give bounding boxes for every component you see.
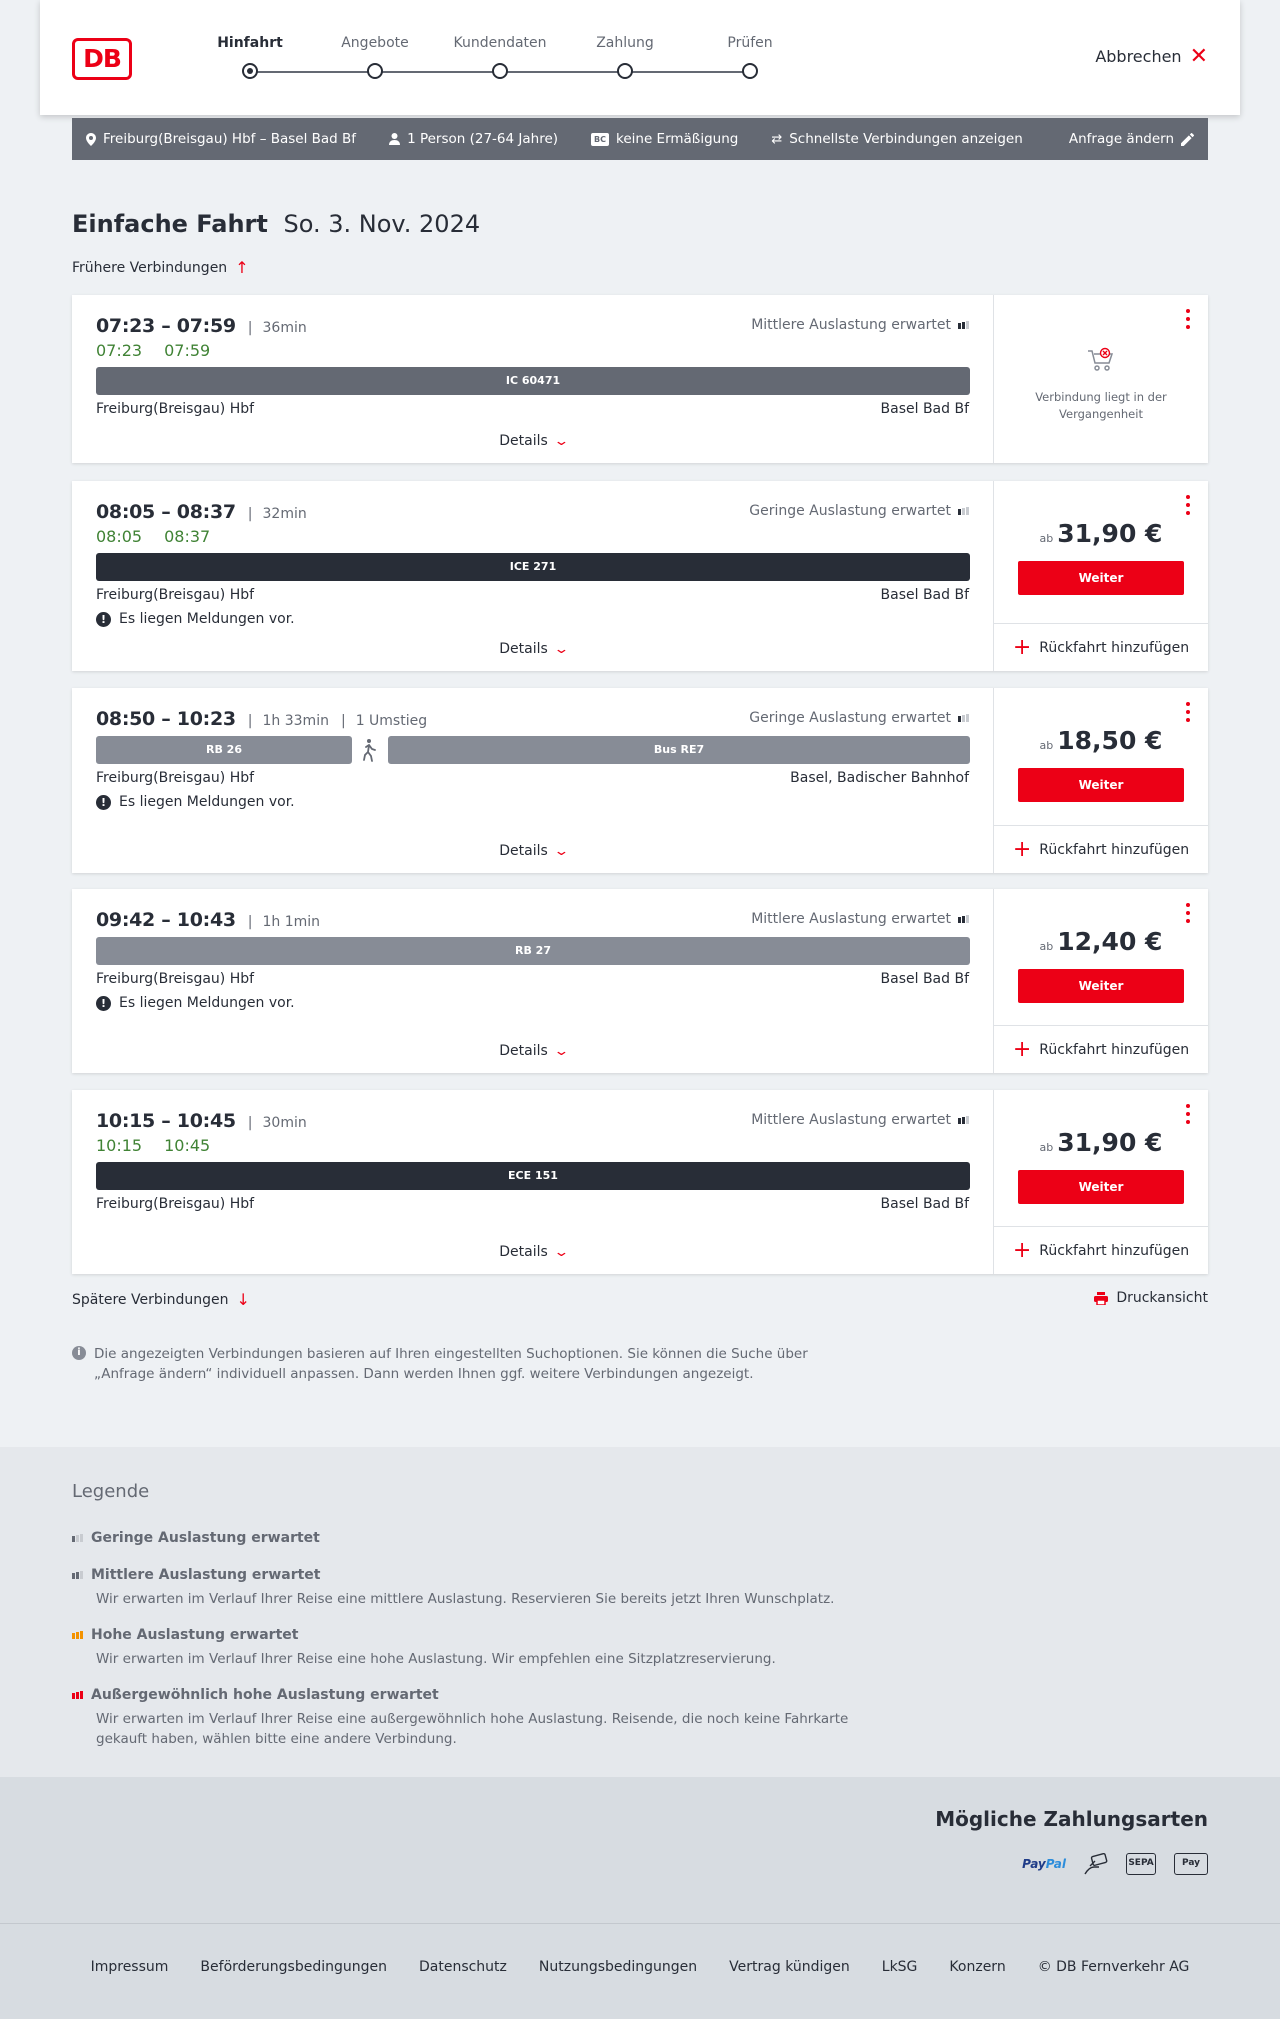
occupancy-bar (958, 509, 961, 515)
step-2 (430, 35, 570, 59)
dot (1186, 309, 1190, 313)
occupancy-icon (958, 507, 969, 515)
stations (96, 1196, 969, 1212)
price-value: 18,50 € (1057, 726, 1163, 755)
add-return-trip-button[interactable] (994, 1226, 1208, 1274)
occupancy-bar (80, 1631, 83, 1639)
price-panel (994, 481, 1208, 671)
plus-icon: + (1012, 1237, 1032, 1263)
later-connections-link[interactable] (72, 1290, 250, 1309)
separator: | (247, 1115, 253, 1131)
plus-icon: + (1012, 634, 1032, 660)
trip-type: Einfache Fahrt (72, 210, 268, 238)
duration: 1h 1min (262, 914, 321, 930)
realtime-times (96, 1136, 232, 1155)
close-icon: ✕ (1189, 43, 1208, 69)
route-text: Freiburg(Breisgau) Hbf – Basel Bad Bf (103, 131, 357, 147)
footer-link[interactable]: Nutzungsbedingungen (538, 1959, 698, 1975)
realtime-departure: 07:23 (96, 341, 143, 360)
time-range: 07:23 – 07:59 (96, 315, 236, 337)
person-icon (389, 133, 400, 145)
plus-icon: + (1012, 1036, 1032, 1062)
continue-button[interactable]: Weiter (1018, 1170, 1184, 1204)
occupancy-bar (962, 508, 965, 515)
occupancy-bar (76, 1632, 79, 1639)
details-toggle[interactable] (72, 1244, 994, 1260)
dot (1186, 911, 1190, 915)
price (994, 927, 1208, 956)
alert-icon: ! (96, 996, 111, 1011)
search-option-summary (771, 131, 1022, 147)
dot (1186, 903, 1190, 907)
header (40, 0, 1240, 115)
details-label: Details (499, 433, 548, 449)
price-panel (994, 889, 1208, 1073)
footer-link[interactable]: Beförderungsbedingungen (200, 1959, 387, 1975)
price (994, 726, 1208, 755)
price-value: 31,90 € (1057, 1128, 1163, 1157)
details-label: Details (499, 641, 548, 657)
search-info-text (72, 1344, 872, 1384)
details-label: Details (499, 843, 548, 859)
connection-card[interactable] (72, 481, 1208, 671)
occupancy-bar (966, 321, 969, 329)
alert-icon: ! (96, 612, 111, 627)
occupancy-bar (72, 1633, 75, 1639)
arrow-up-icon: ↑ (235, 258, 249, 277)
discount-summary (591, 131, 738, 147)
dot (1186, 702, 1190, 706)
occupancy-icon (72, 1631, 83, 1639)
occupancy-bar (72, 1573, 75, 1579)
step-label: Hinfahrt (217, 35, 283, 51)
occupancy-bar (80, 1571, 83, 1579)
occupancy-bar (76, 1572, 79, 1579)
continue-button[interactable]: Weiter (1018, 561, 1184, 595)
legend-item-desc: Wir erwarten im Verlauf Ihrer Reise eine außergewöhnlich hohe Auslastung. Reisende, die noch keine Fahrkarte gekauft haben, wählen bitte eine andere Verbindung. (96, 1711, 849, 1747)
add-return-label: Rückfahrt hinzufügen (1039, 841, 1190, 858)
duration: 32min (262, 506, 307, 522)
duration: 30min (262, 1115, 307, 1131)
destination-station: Basel, Badischer Bahnhof (790, 770, 969, 786)
print-view-label: Druckansicht (1116, 1290, 1208, 1306)
legend-item-title: Hohe Auslastung erwartet (91, 1627, 299, 1643)
pencil-icon (1181, 133, 1194, 146)
past-connection-text: Verbindung liegt in der Vergangenheit (1035, 390, 1167, 421)
time-range: 10:15 – 10:45 (96, 1110, 236, 1132)
occupancy-bar (966, 507, 969, 515)
footer-link[interactable]: Datenschutz (418, 1959, 507, 1975)
price-value: 12,40 € (1057, 927, 1163, 956)
step-label: Zahlung (596, 35, 654, 51)
time-range: 08:50 – 10:23 (96, 708, 236, 730)
step-dot-icon (617, 63, 633, 79)
occupancy-bar (958, 917, 961, 923)
destination-station: Basel Bad Bf (880, 587, 969, 603)
occupancy-bar (76, 1535, 79, 1542)
stations (96, 401, 969, 417)
price-prefix: ab (1039, 940, 1054, 953)
dot (1186, 710, 1190, 714)
sepa-icon: SEPA (1126, 1853, 1156, 1875)
more-options-icon[interactable] (1186, 309, 1192, 329)
price (994, 519, 1208, 548)
time-range: 08:05 – 08:37 (96, 501, 236, 523)
payment-methods-title: Mögliche Zahlungsarten (935, 1807, 1208, 1831)
separator: | (247, 914, 253, 930)
occupancy-icon (958, 915, 969, 923)
train-segment[interactable]: Bus RE7 (388, 736, 970, 764)
occupancy-text: Geringe Auslastung erwartet (749, 503, 951, 519)
notice-message (96, 995, 295, 1011)
price-panel (994, 295, 1208, 463)
occupancy-info[interactable] (751, 317, 969, 333)
separator: | (340, 713, 346, 729)
payment-methods-section (0, 1777, 1280, 1923)
price-prefix: ab (1039, 532, 1054, 545)
occupancy-bar (966, 714, 969, 722)
connection-card[interactable] (72, 688, 1208, 873)
progress-stepper (180, 0, 830, 115)
occupancy-bar (80, 1534, 83, 1542)
stations (96, 770, 969, 786)
notice-message (96, 611, 295, 627)
bahncard-icon: BC (591, 133, 609, 146)
separator: | (247, 320, 253, 336)
cancel-label: Abbrechen (1095, 47, 1182, 66)
duration: 36min (262, 320, 307, 336)
connection-times (96, 1110, 307, 1132)
legend-item (72, 1687, 892, 1749)
more-options-icon[interactable] (1186, 903, 1192, 923)
add-return-trip-button[interactable] (994, 825, 1208, 873)
dot (1186, 1104, 1190, 1108)
separator: | (247, 713, 253, 729)
dot (1186, 325, 1190, 329)
db-logo[interactable]: DB (72, 38, 132, 80)
time-range: 09:42 – 10:43 (96, 909, 236, 931)
occupancy-text: Geringe Auslastung erwartet (749, 710, 951, 726)
info-text: Die angezeigten Verbindungen basieren auf Ihren eingestellten Suchoptionen. Sie können die Suche über „Anfrage ändern“ individuell anpassen. Dann werden Ihnen ggf. weitere Verbindungen angezeigt. (94, 1346, 808, 1382)
footer-link[interactable]: Impressum (90, 1959, 169, 1975)
details-toggle[interactable] (72, 433, 994, 449)
step-dot-icon (742, 63, 758, 79)
search-option-text: Schnellste Verbindungen anzeigen (789, 131, 1023, 147)
destination-station: Basel Bad Bf (880, 401, 969, 417)
occupancy-bar (72, 1693, 75, 1699)
origin-station: Freiburg(Breisgau) Hbf (96, 587, 255, 603)
train-segment[interactable]: ECE 151 (96, 1162, 970, 1190)
paypal-text-a: Pay (1022, 1857, 1046, 1871)
discount-text: keine Ermäßigung (616, 131, 739, 147)
step-4 (680, 35, 820, 59)
more-options-icon[interactable] (1186, 495, 1192, 515)
occupancy-info[interactable] (751, 1112, 969, 1128)
printer-icon (1094, 1292, 1108, 1305)
realtime-arrival: 07:59 (164, 341, 211, 360)
origin-station: Freiburg(Breisgau) Hbf (96, 401, 255, 417)
duration: 1h 33min (262, 713, 329, 729)
search-summary-bar (72, 118, 1208, 160)
details-label: Details (499, 1244, 548, 1260)
route-summary (86, 131, 356, 147)
occupancy-bar (958, 323, 961, 329)
occupancy-icon (72, 1534, 83, 1542)
step-label: Angebote (341, 35, 409, 51)
dot (1186, 919, 1190, 923)
details-toggle[interactable] (72, 641, 994, 657)
realtime-departure: 10:15 (96, 1136, 143, 1155)
separator: | (247, 506, 253, 522)
chevron-down-icon: ⌄ (553, 433, 570, 449)
continue-button[interactable]: Weiter (1018, 768, 1184, 802)
occupancy-info[interactable] (749, 503, 969, 519)
dot (1186, 495, 1190, 499)
legend-item (72, 1567, 892, 1609)
realtime-times (96, 341, 232, 360)
connection-details (72, 295, 994, 463)
footer-links (0, 1959, 1280, 1975)
print-view-link[interactable] (1094, 1290, 1208, 1306)
notice-text: Es liegen Meldungen vor. (119, 611, 295, 627)
legend-section (0, 1447, 1280, 1777)
payment-icons (1022, 1853, 1208, 1875)
later-connections-label: Spätere Verbindungen (72, 1291, 229, 1308)
dot (1186, 511, 1190, 515)
occupancy-bar (966, 915, 969, 923)
occupancy-icon (72, 1691, 83, 1699)
transfer-count: 1 Umstieg (355, 713, 428, 729)
legend-item-desc: Wir erwarten im Verlauf Ihrer Reise eine hohe Auslastung. Wir empfehlen eine Sitzplatzreservierung. (96, 1651, 776, 1667)
alert-icon: ! (96, 795, 111, 810)
occupancy-icon (958, 714, 969, 722)
occupancy-icon (958, 321, 969, 329)
connection-times (96, 501, 307, 523)
occupancy-bar (72, 1536, 75, 1542)
footer-link: © DB Fernverkehr AG (1037, 1959, 1190, 1975)
info-icon: i (72, 1346, 86, 1360)
connection-card[interactable] (72, 295, 1208, 463)
walking-icon (358, 738, 382, 762)
dot (1186, 317, 1190, 321)
train-segment[interactable]: RB 27 (96, 937, 970, 965)
earlier-connections-label: Frühere Verbindungen (72, 259, 228, 276)
destination-station: Basel Bad Bf (880, 1196, 969, 1212)
step-label: Prüfen (727, 35, 773, 51)
occupancy-bar (962, 322, 965, 329)
occupancy-bar (958, 1118, 961, 1124)
footer-link[interactable]: LkSG (881, 1959, 918, 1975)
connection-details (72, 481, 994, 671)
legend-item (72, 1627, 892, 1669)
apple-pay-text: Pay (1181, 1858, 1201, 1868)
add-return-label: Rückfahrt hinzufügen (1039, 1041, 1190, 1058)
continue-button[interactable]: Weiter (1018, 969, 1184, 1003)
occupancy-bar (962, 1117, 965, 1124)
add-return-label: Rückfahrt hinzufügen (1039, 639, 1190, 656)
chevron-down-icon: ⌄ (553, 843, 570, 859)
occupancy-text: Mittlere Auslastung erwartet (751, 317, 951, 333)
step-0 (180, 35, 320, 59)
apple-pay-icon (1174, 1853, 1208, 1875)
occupancy-icon (72, 1571, 83, 1579)
origin-station: Freiburg(Breisgau) Hbf (96, 1196, 255, 1212)
stations (96, 971, 969, 987)
connection-times (96, 708, 427, 730)
legend-item-title: Mittlere Auslastung erwartet (91, 1567, 321, 1583)
notice-text: Es liegen Meldungen vor. (119, 794, 295, 810)
occupancy-text: Mittlere Auslastung erwartet (751, 1112, 951, 1128)
page-title (72, 210, 480, 238)
legend-item-head (72, 1687, 892, 1703)
add-return-trip-button[interactable] (994, 1025, 1208, 1073)
connection-card[interactable] (72, 889, 1208, 1073)
paypal-icon (1022, 1857, 1066, 1871)
credit-card-hand-icon (1084, 1853, 1108, 1875)
connection-card[interactable] (72, 1090, 1208, 1274)
legend-item-title: Geringe Auslastung erwartet (91, 1530, 320, 1546)
price (994, 1128, 1208, 1157)
change-request-button[interactable] (1069, 131, 1194, 147)
add-return-trip-button[interactable] (994, 623, 1208, 671)
train-segment[interactable]: RB 26 (96, 736, 352, 764)
cancel-button[interactable] (1095, 43, 1208, 69)
footer-link[interactable]: Konzern (949, 1959, 1006, 1975)
details-toggle[interactable] (72, 843, 994, 859)
legend-item-head (72, 1627, 892, 1643)
price-prefix: ab (1039, 1141, 1054, 1154)
legend-item-head (72, 1567, 892, 1583)
step-label: Kundendaten (453, 35, 547, 51)
occupancy-bar (76, 1692, 79, 1699)
cart-unavailable-icon (1087, 347, 1115, 377)
dot (1186, 718, 1190, 722)
occupancy-icon (958, 1116, 969, 1124)
add-return-label: Rückfahrt hinzufügen (1039, 1242, 1190, 1259)
stations (96, 587, 969, 603)
dot (1186, 1112, 1190, 1116)
train-segment[interactable]: ICE 271 (96, 553, 970, 581)
dot (1186, 1120, 1190, 1124)
occupancy-bar (962, 916, 965, 923)
legend-item-head (72, 1530, 892, 1546)
step-3 (555, 35, 695, 59)
change-request-label: Anfrage ändern (1068, 131, 1174, 147)
swap-arrows-icon: ⇄ (771, 131, 783, 147)
realtime-departure: 08:05 (96, 527, 143, 546)
step-1 (305, 35, 445, 59)
trip-date: So. 3. Nov. 2024 (283, 210, 481, 238)
more-options-icon[interactable] (1186, 702, 1192, 722)
footer-link[interactable]: Vertrag kündigen (729, 1959, 850, 1975)
occupancy-info[interactable] (749, 710, 969, 726)
destination-station: Basel Bad Bf (880, 971, 969, 987)
connection-times (96, 909, 320, 931)
details-label: Details (499, 1043, 548, 1059)
dot (1186, 503, 1190, 507)
more-options-icon[interactable] (1186, 1104, 1192, 1124)
price-prefix: ab (1039, 739, 1054, 752)
price-panel (994, 688, 1208, 873)
paypal-text-b: Pal (1045, 1857, 1066, 1871)
occupancy-bar (958, 716, 961, 722)
footer (0, 1923, 1280, 2019)
realtime-arrival: 10:45 (164, 1136, 211, 1155)
realtime-times (96, 527, 232, 546)
notice-message (96, 794, 295, 810)
location-pin-icon (86, 133, 96, 146)
chevron-down-icon: ⌄ (553, 1043, 570, 1059)
connection-details (72, 688, 994, 873)
arrow-down-icon: ↓ (236, 1290, 250, 1309)
details-toggle[interactable] (72, 1043, 994, 1059)
occupancy-bar (80, 1691, 83, 1699)
occupancy-text: Mittlere Auslastung erwartet (751, 911, 951, 927)
passenger-summary (389, 131, 558, 147)
step-dot-icon (367, 63, 383, 79)
connection-times (96, 315, 307, 337)
price-value: 31,90 € (1057, 519, 1163, 548)
legend-item-title: Außergewöhnlich hohe Auslastung erwartet (91, 1687, 439, 1703)
step-dot-icon (492, 63, 508, 79)
step-dot-filled (247, 68, 253, 74)
notice-text: Es liegen Meldungen vor. (119, 995, 295, 1011)
origin-station: Freiburg(Breisgau) Hbf (96, 971, 255, 987)
realtime-arrival: 08:37 (164, 527, 211, 546)
occupancy-bar (966, 1116, 969, 1124)
earlier-connections-link[interactable] (72, 258, 249, 277)
step-dot-icon (242, 63, 258, 79)
legend-item (72, 1530, 892, 1546)
connection-details (72, 1090, 994, 1274)
passenger-text: 1 Person (27-64 Jahre) (407, 131, 559, 147)
chevron-down-icon: ⌄ (553, 1244, 570, 1260)
train-segment[interactable]: IC 60471 (96, 367, 970, 395)
origin-station: Freiburg(Breisgau) Hbf (96, 770, 255, 786)
legend-title: Legende (72, 1481, 150, 1502)
occupancy-bar (962, 715, 965, 722)
plus-icon: + (1012, 836, 1032, 862)
chevron-down-icon: ⌄ (553, 641, 570, 657)
price-panel (994, 1090, 1208, 1274)
connection-details (72, 889, 994, 1073)
occupancy-info[interactable] (751, 911, 969, 927)
legend-item-desc: Wir erwarten im Verlauf Ihrer Reise eine mittlere Auslastung. Reservieren Sie bereits jetzt Ihren Wunschplatz. (96, 1591, 835, 1607)
